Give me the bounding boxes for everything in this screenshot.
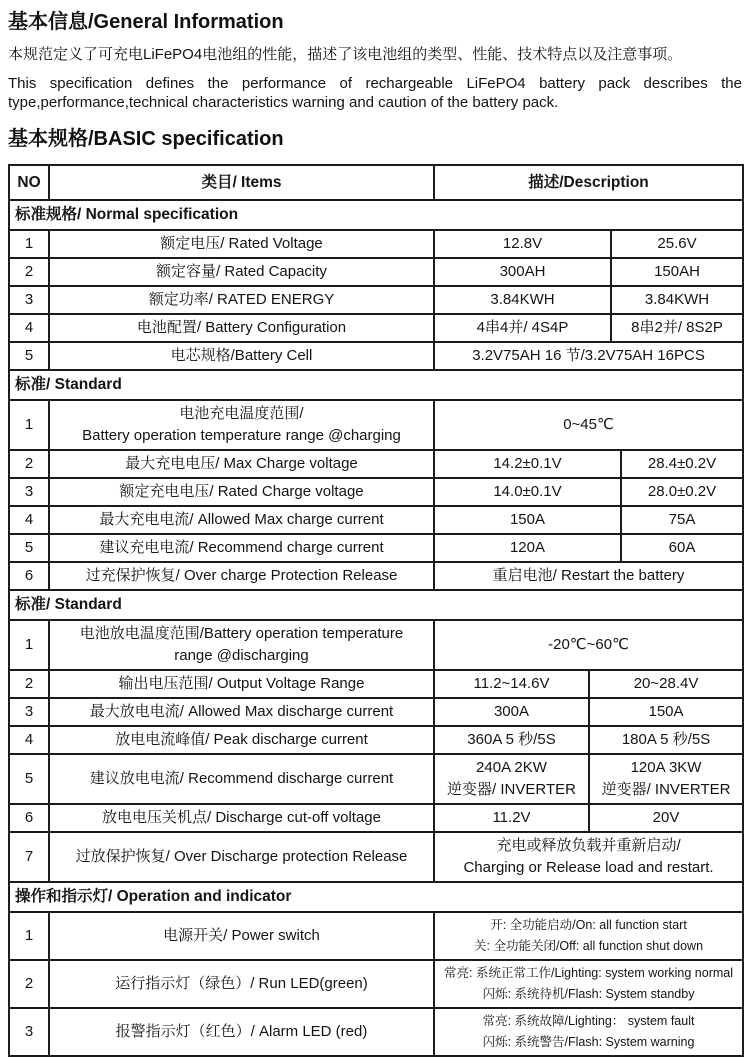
cell-line: 11.2~14.6V — [473, 675, 550, 692]
row-number: 2 — [9, 258, 49, 286]
table-row — [9, 804, 743, 832]
item-cell — [49, 450, 434, 478]
value-cell — [434, 754, 589, 804]
value-cell-span — [434, 342, 743, 370]
cell-line: 最大充电电压/ Max Charge voltage — [125, 455, 358, 472]
item-cell — [49, 400, 434, 450]
value-cell — [611, 230, 743, 258]
value-cell — [589, 670, 743, 698]
spec-section-table — [8, 199, 744, 371]
page-title: 基本信息/General Information — [8, 11, 284, 33]
row-number: 1 — [9, 230, 49, 258]
cell-line: 额定功率/ RATED ENERGY — [148, 291, 335, 308]
item-cell — [49, 258, 434, 286]
table-row — [9, 534, 743, 562]
spec-table-sections — [8, 199, 742, 1057]
table-row — [9, 230, 743, 258]
cell-line: 最大充电电流/ Allowed Max charge current — [99, 511, 384, 528]
cell-line: 0~45℃ — [563, 416, 614, 433]
item-cell — [49, 342, 434, 370]
item-cell — [49, 478, 434, 506]
cell-line: 电芯规格/Battery Cell — [170, 347, 313, 364]
intro-paragraph-en — [8, 74, 742, 112]
row-number: 2 — [9, 670, 49, 698]
item-cell — [49, 534, 434, 562]
value-cell-span — [434, 960, 743, 1008]
item-cell — [49, 960, 434, 1008]
cell-line: 电源开关/ Power switch — [163, 927, 320, 944]
value-cell — [611, 286, 743, 314]
cell-line: 放电电压关机点/ Discharge cut-off voltage — [102, 809, 381, 826]
table-row — [9, 450, 743, 478]
cell-line: 常亮: 系统故障/Lighting： system fault — [482, 1014, 695, 1028]
cell-line: 逆变器/ INVERTER — [601, 781, 731, 798]
value-cell — [434, 670, 589, 698]
row-number: 7 — [9, 832, 49, 882]
intro-en-line-1: This specification defines the performance of rechargeable LiFePO4 battery pack describes the — [8, 75, 742, 92]
row-number: 6 — [9, 562, 49, 590]
cell-line: 4串4并/ 4S4P — [476, 319, 569, 336]
item-cell — [49, 1008, 434, 1056]
row-number: 4 — [9, 506, 49, 534]
col-header-items: 类目/ Items — [49, 165, 434, 200]
row-number: 1 — [9, 620, 49, 670]
value-cell — [434, 804, 589, 832]
table-row — [9, 258, 743, 286]
table-row — [9, 562, 743, 590]
value-cell — [434, 230, 611, 258]
value-cell — [611, 314, 743, 342]
row-number: 5 — [9, 534, 49, 562]
cell-line: 300AH — [499, 263, 546, 280]
row-number: 1 — [9, 912, 49, 960]
value-cell — [434, 258, 611, 286]
cell-line: 额定容量/ Rated Capacity — [156, 263, 327, 280]
cell-line: 3.2V75AH 16 节/3.2V75AH 16PCS — [472, 347, 705, 364]
cell-line: 28.0±0.2V — [647, 483, 717, 500]
item-cell — [49, 832, 434, 882]
item-cell — [49, 912, 434, 960]
section-bar — [9, 882, 743, 912]
cell-line: range @discharging — [174, 647, 309, 664]
cell-line: 14.0±0.1V — [493, 483, 562, 500]
spec-section-table — [8, 589, 744, 883]
table-row — [9, 478, 743, 506]
value-cell — [434, 534, 621, 562]
table-row — [9, 286, 743, 314]
item-cell — [49, 754, 434, 804]
item-cell — [49, 562, 434, 590]
value-cell — [434, 478, 621, 506]
cell-line: 150AH — [654, 263, 700, 280]
table-row — [9, 506, 743, 534]
cell-line: 240A 2KW — [476, 759, 547, 776]
item-cell — [49, 314, 434, 342]
value-cell — [621, 478, 743, 506]
value-cell — [621, 534, 743, 562]
cell-line: 20~28.4V — [633, 675, 699, 692]
cell-line: 闪烁: 系统警告/Flash: System warning — [482, 1035, 695, 1049]
value-cell — [434, 726, 589, 754]
cell-line: 过充保护恢复/ Over charge Protection Release — [85, 567, 398, 584]
value-cell — [589, 698, 743, 726]
item-cell — [49, 230, 434, 258]
value-cell — [434, 506, 621, 534]
cell-line: 放电电流峰值/ Peak discharge current — [115, 731, 368, 748]
table-row — [9, 670, 743, 698]
table-row — [9, 832, 743, 882]
cell-line: 14.2±0.1V — [493, 455, 562, 472]
cell-line: 60A — [668, 539, 696, 556]
cell-line: 过放保护恢复/ Over Discharge protection Release — [75, 848, 408, 865]
row-number: 6 — [9, 804, 49, 832]
value-cell-span — [434, 912, 743, 960]
cell-line: 150A — [509, 511, 546, 528]
item-cell — [49, 670, 434, 698]
section-title: 标准/ Standard — [9, 590, 743, 620]
section-bar — [9, 370, 743, 400]
value-cell — [621, 506, 743, 534]
item-cell — [49, 804, 434, 832]
cell-line: 报警指示灯（红色）/ Alarm LED (red) — [115, 1023, 368, 1040]
row-number: 3 — [9, 478, 49, 506]
row-number: 2 — [9, 450, 49, 478]
row-number: 4 — [9, 314, 49, 342]
value-cell-span — [434, 832, 743, 882]
row-number: 4 — [9, 726, 49, 754]
section-title: 标准规格/ Normal specification — [9, 200, 743, 230]
row-number: 3 — [9, 698, 49, 726]
intro-en-line-2: type,performance,technical characteristics warning and caution of the battery pack. — [8, 94, 559, 111]
value-cell — [434, 286, 611, 314]
row-number: 3 — [9, 286, 49, 314]
item-cell — [49, 620, 434, 670]
value-cell — [434, 450, 621, 478]
cell-line: 120A 3KW — [630, 759, 702, 776]
cell-line: 最大放电电流/ Allowed Max discharge current — [89, 703, 394, 720]
row-number: 5 — [9, 342, 49, 370]
cell-line: 建议充电电流/ Recommend charge current — [99, 539, 384, 556]
item-cell — [49, 506, 434, 534]
value-cell — [589, 754, 743, 804]
value-cell — [611, 258, 743, 286]
row-number: 3 — [9, 1008, 49, 1056]
table-row — [9, 342, 743, 370]
cell-line: 输出电压范围/ Output Voltage Range — [118, 675, 365, 692]
cell-line: 电池配置/ Battery Configuration — [136, 319, 347, 336]
cell-line: Battery operation temperature range @charging — [82, 427, 401, 444]
cell-line: 12.8V — [502, 235, 543, 252]
table-row — [9, 620, 743, 670]
item-cell — [49, 286, 434, 314]
cell-line: -20℃~60℃ — [548, 636, 629, 653]
cell-line: 150A — [648, 703, 684, 720]
cell-line: Charging or Release load and restart. — [463, 859, 714, 876]
item-cell — [49, 726, 434, 754]
table-row — [9, 912, 743, 960]
section-title: 操作和指示灯/ Operation and indicator — [9, 882, 743, 912]
cell-line: 25.6V — [657, 235, 697, 252]
basic-spec-heading: 基本规格/BASIC specification — [8, 128, 284, 150]
table-row — [9, 960, 743, 1008]
cell-line: 8串2并/ 8S2P — [631, 319, 723, 336]
cell-line: 充电或释放负载并重新启动/ — [496, 837, 681, 854]
value-cell — [434, 314, 611, 342]
cell-line: 120A — [509, 539, 546, 556]
spec-table-header — [8, 164, 744, 201]
cell-line: 建议放电电流/ Recommend discharge current — [89, 770, 394, 787]
spec-section-table — [8, 369, 744, 591]
table-row — [9, 726, 743, 754]
col-header-no: NO — [9, 165, 49, 200]
section-bar — [9, 200, 743, 230]
cell-line: 360A 5 秒/5S — [467, 731, 556, 748]
cell-line: 关: 全功能关闭/Off: all function shut down — [474, 939, 704, 953]
value-cell-span — [434, 400, 743, 450]
value-cell — [589, 726, 743, 754]
table-row — [9, 1008, 743, 1056]
cell-line: 额定电压/ Rated Voltage — [160, 235, 323, 252]
cell-line: 常亮: 系统正常工作/Lighting: system working normal — [444, 966, 733, 980]
section-title: 标准/ Standard — [9, 370, 743, 400]
cell-line: 闪烁: 系统待机/Flash: System standby — [482, 987, 695, 1001]
value-cell-span — [434, 562, 743, 590]
cell-line: 电池放电温度范围/Battery operation temperature — [79, 625, 404, 642]
cell-line: 额定充电电压/ Rated Charge voltage — [119, 483, 364, 500]
value-cell — [621, 450, 743, 478]
table-row — [9, 698, 743, 726]
cell-line: 开: 全功能启动/On: all function start — [490, 918, 687, 932]
cell-line: 重启电池/ Restart the battery — [492, 567, 685, 584]
cell-line: 75A — [668, 511, 696, 528]
header-row — [9, 165, 743, 200]
row-number: 1 — [9, 400, 49, 450]
cell-line: 28.4±0.2V — [647, 455, 717, 472]
spec-section-table — [8, 881, 744, 1057]
value-cell-span — [434, 620, 743, 670]
cell-line: 300A — [493, 703, 530, 720]
cell-line: 20V — [652, 809, 680, 826]
table-row — [9, 754, 743, 804]
row-number: 5 — [9, 754, 49, 804]
value-cell-span — [434, 1008, 743, 1056]
cell-line: 3.84KWH — [490, 291, 555, 308]
col-header-description: 描述/Description — [434, 165, 743, 200]
cell-line: 运行指示灯（绿色）/ Run LED(green) — [115, 975, 368, 992]
item-cell — [49, 698, 434, 726]
cell-line: 180A 5 秒/5S — [621, 731, 711, 748]
cell-line: 逆变器/ INVERTER — [447, 781, 576, 798]
cell-line: 11.2V — [492, 809, 531, 826]
table-row — [9, 400, 743, 450]
section-bar — [9, 590, 743, 620]
cell-line: 3.84KWH — [644, 291, 710, 308]
value-cell — [434, 698, 589, 726]
row-number: 2 — [9, 960, 49, 1008]
cell-line: 电池充电温度范围/ — [179, 405, 304, 422]
value-cell — [589, 804, 743, 832]
table-row — [9, 314, 743, 342]
intro-paragraph-zh: 本规范定义了可充电LiFePO4电池组的性能，描述了该电池组的类型、性能、技术特点以及注意事项。 — [8, 46, 683, 63]
